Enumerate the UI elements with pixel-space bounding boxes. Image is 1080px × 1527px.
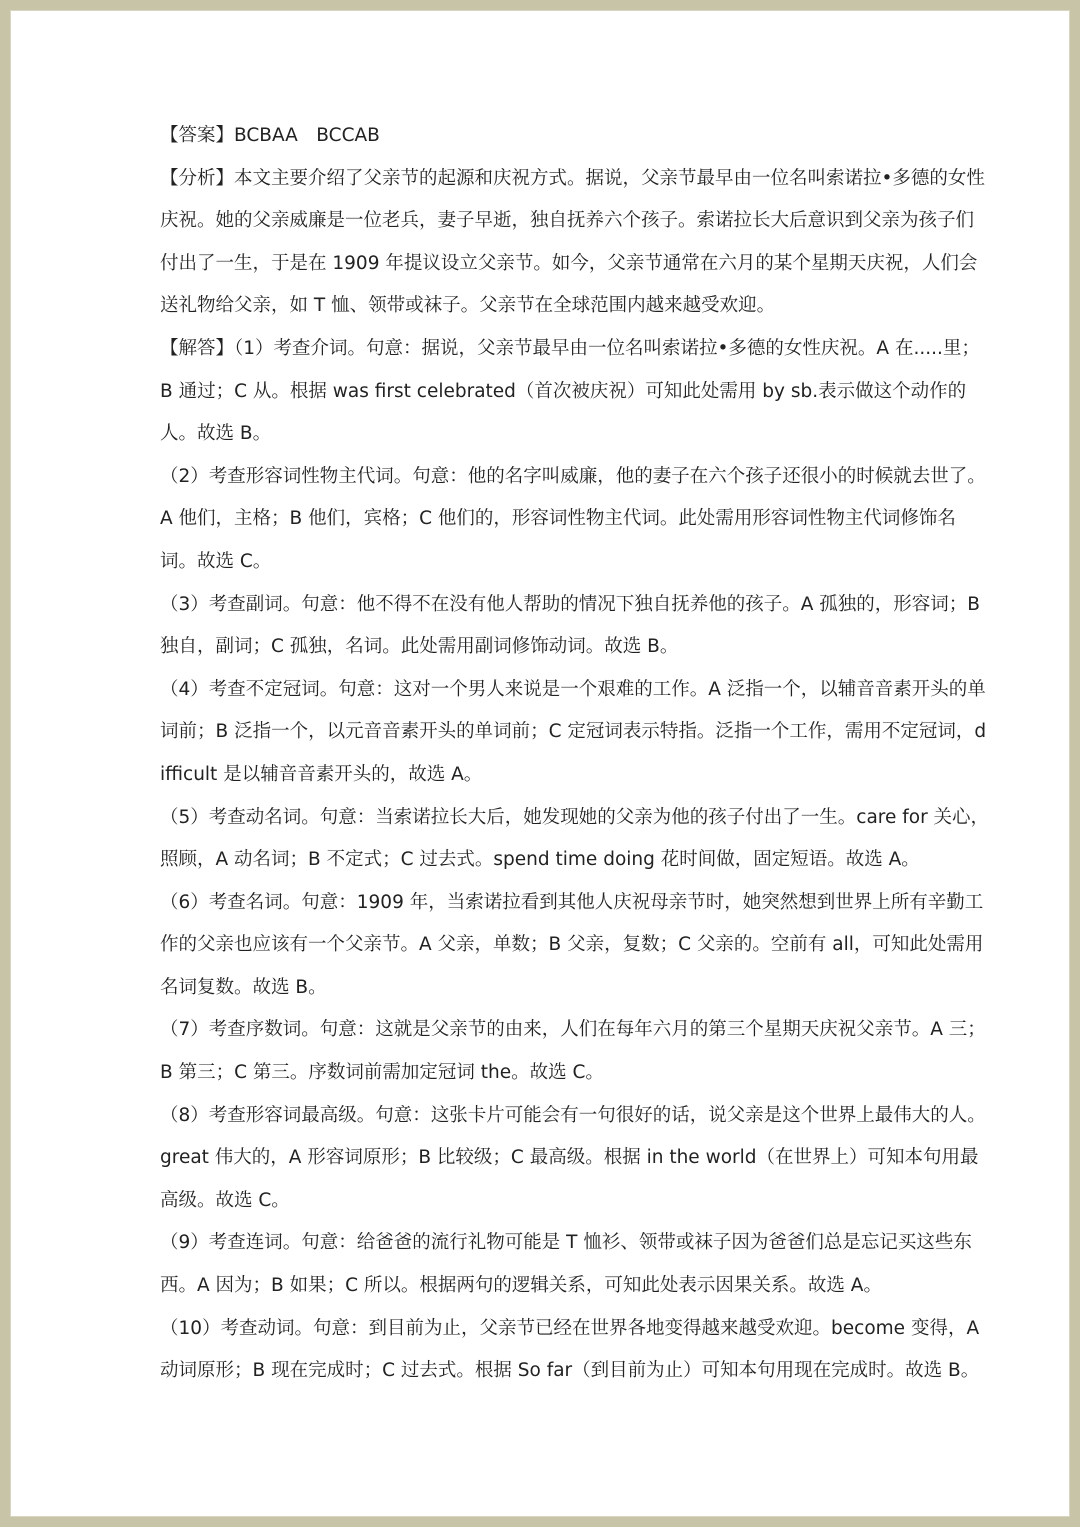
solution-item-2: （2）考查形容词性物主代词。句意：他的名字叫威廉，他的妻子在六个孩子还很小的时候就去世了。A 他们，主格；B 他们，宾格；C 他们的，形容词性物主代词。此处需用形容词性物主代词修饰名词。故选 C。 [160, 465, 986, 572]
page-frame [10, 10, 1070, 1517]
solution-item-9: （9）考查连词。句意：给爸爸的流行礼物可能是 T 恤衫、领带或袜子因为爸爸们总是忘记买这些东西。A 因为；B 如果；C 所以。根据两句的逻辑关系，可知此处表示因果关系。故选 A。 [160, 1232, 972, 1297]
analysis-paragraph: 【分析】本文主要介绍了父亲节的起源和庆祝方式。据说，父亲节最早由一位名叫索诺拉•多德的女性庆祝。她的父亲威廉是一位老兵，妻子早逝，独自抚养六个孩子。索诺拉长大后意识到父亲为孩子们付出了一生，于是在 1909 年提议设立父亲节。如今，父亲节通常在六月的某个星期天庆祝，人们会送礼物给父亲，如 T 恤、领带或袜子。父亲节在全球范围内越来越受欢迎。 [160, 167, 985, 317]
solution-item-8: （8）考查形容词最高级。句意：这张卡片可能会有一句很好的话，说父亲是这个世界上最伟大的人。great 伟大的，A 形容词原形；B 比较级；C 最高级。根据 in the world（在世界上）可知本句用最高级。故选 C。 [160, 1104, 986, 1211]
solution-item-10: （10）考查动词。句意：到目前为止，父亲节已经在世界各地变得越来越受欢迎。become 变得，A 动词原形；B 现在完成时；C 过去式。根据 So far（到目前为止）可知本句用现在完成时。故选 B。 [160, 1317, 980, 1382]
solution-item-4: （4）考查不定冠词。句意：这对一个男人来说是一个艰难的工作。A 泛指一个，以辅音音素开头的单词前；B 泛指一个，以元音音素开头的单词前；C 定冠词表示特指。泛指一个工作，需用不定冠词，difficult 是以辅音音素开头的，故选 A。 [160, 678, 987, 785]
solution-item-5: （5）考查动名词。句意：当索诺拉长大后，她发现她的父亲为他的孩子付出了一生。care for 关心，照顾，A 动名词；B 不定式；C 过去式。spend time doing 花时间做，固定短语。故选 A。 [160, 806, 990, 871]
solution-item-6: （6）考查名词。句意：1909 年，当索诺拉看到其他人庆祝母亲节时，她突然想到世界上所有辛勤工作的父亲也应该有一个父亲节。A 父亲，单数；B 父亲，复数；C 父亲的。空前有 all，可知此处需用名词复数。故选 B。 [160, 891, 984, 998]
solution-item-1: 【解答】（1）考查介词。句意：据说，父亲节最早由一位名叫索诺拉•多德的女性庆祝。A 在.....里；B 通过；C 从。根据 was first celebrated（首次被庆祝）可知此处需用 by sb.表示做这个动作的人。故选 B。 [160, 337, 980, 445]
answer-document [160, 115, 990, 1393]
solution-item-3: （3）考查副词。句意：他不得不在没有他人帮助的情况下独自抚养他的孩子。A 孤独的，形容词；B 独自，副词；C 孤独，名词。此处需用副词修饰动词。故选 B。 [160, 593, 981, 658]
solution-item-7: （7）考查序数词。句意：这就是父亲节的由来，人们在每年六月的第三个星期天庆祝父亲节。A 三；B 第三；C 第三。序数词前需加定冠词 the。故选 C。 [160, 1019, 986, 1084]
answer-line: 【答案】BCBAA BCCAB [160, 125, 380, 146]
